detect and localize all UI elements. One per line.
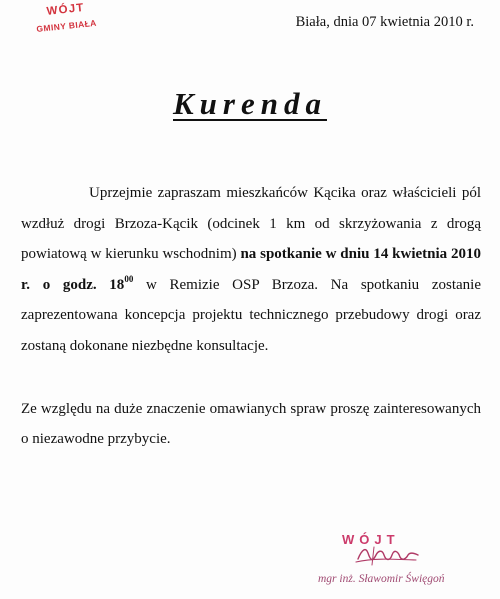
- meeting-date-time: na spotkanie w dniu 14 kwietnia 2010 r. o godz. 18: [21, 246, 481, 293]
- document-body: [21, 178, 481, 455]
- place-and-date: Biała, dnia 07 kwietnia 2010 r.: [295, 14, 474, 30]
- stamp-subtitle: GMINY BIAŁA: [35, 17, 98, 35]
- signatory-name: mgr inż. Sławomir Święgoń: [318, 573, 445, 585]
- meeting-location-text: w Remizie OSP Brzoza. Na spotkaniu zostanie zaprezentowana koncepcja projektu technicznego przebudowy drogi oraz zostaną dokonane niezbędne konsultacje.: [21, 276, 481, 354]
- document-title: Kurenda: [173, 86, 327, 121]
- invitation-text: Uprzejmie zapraszam mieszkańców Kącika oraz właścicieli pól wzdłuż drogi Brzoza-Kącik (odcinek 1 km od skrzyżowania z drogą powiatową w kierunku wschodnim): [21, 185, 481, 263]
- paragraph-closing: Ze względu na duże znaczenie omawianych spraw proszę zainteresowanych o niezawodne przybycie.: [21, 400, 481, 448]
- handwritten-signature: [352, 543, 422, 569]
- office-stamp: [26, 0, 125, 40]
- meeting-minutes: 00: [124, 273, 134, 284]
- paragraph-invitation: [21, 178, 481, 362]
- stamp-title: WÓJT: [46, 1, 86, 18]
- signature-title: WÓJT: [342, 532, 400, 547]
